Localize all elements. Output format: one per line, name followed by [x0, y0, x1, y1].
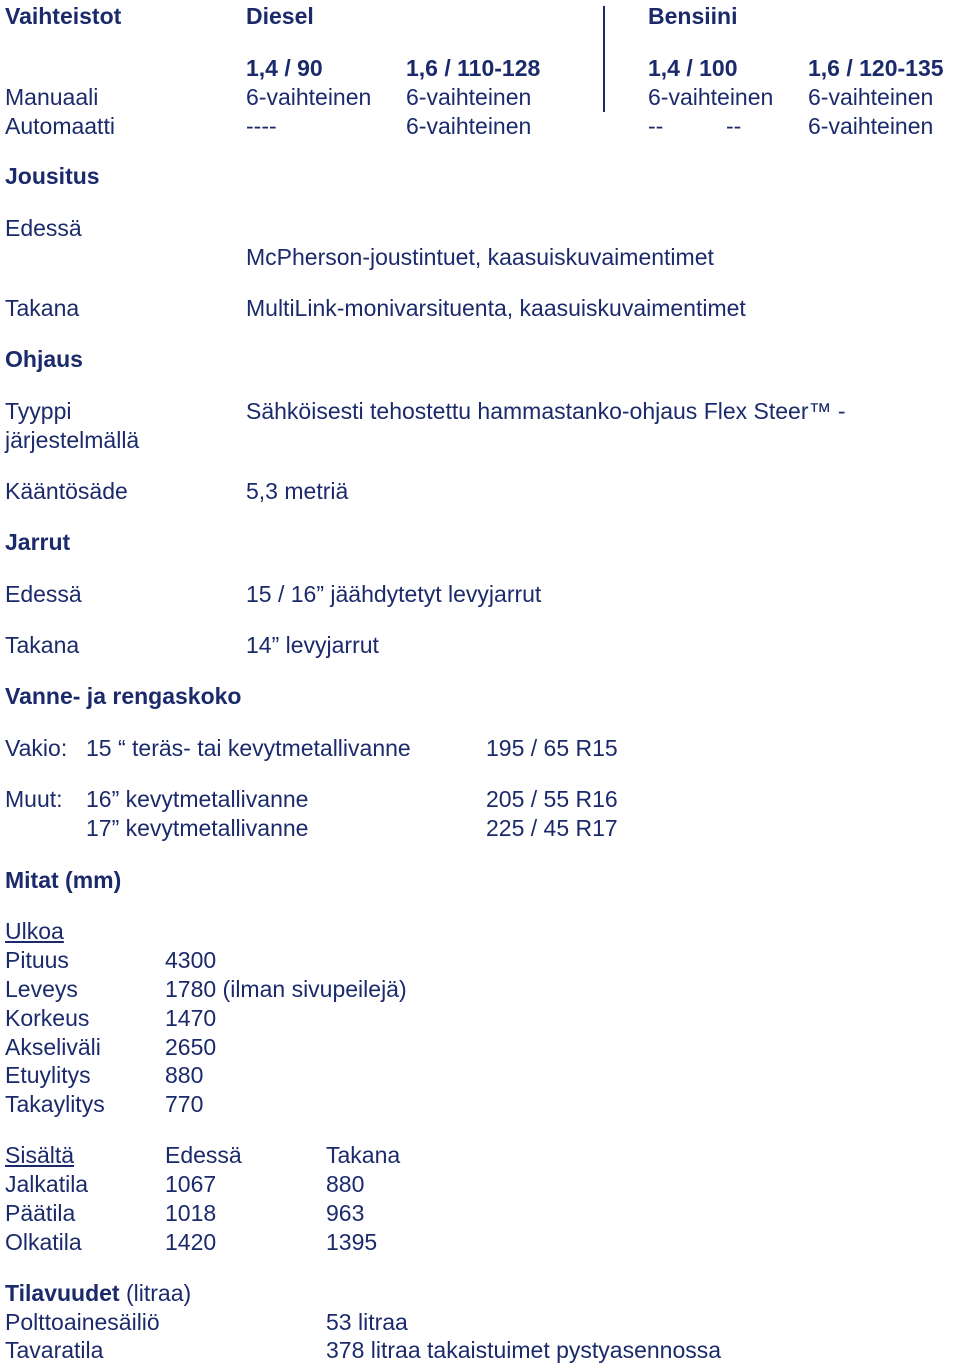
diesel-label: Diesel: [246, 3, 314, 29]
exterior-label: Leveys: [5, 976, 78, 1002]
engine-petrol-2: 1,6 / 120-135: [808, 55, 944, 81]
interior-rear-value: 963: [326, 1200, 365, 1226]
manual-value: 6-vaihteinen: [246, 84, 372, 110]
steering-type-value: Sähköisesti tehostettu hammastanko-ohjaus Flex Steer™ -: [246, 398, 846, 424]
automatic-value: --: [726, 113, 742, 139]
dimensions-heading: Mitat (mm): [5, 867, 122, 893]
interior-rear-value: 1395: [326, 1229, 378, 1255]
interior-heading: Sisältä: [5, 1142, 75, 1168]
interior-label: Olkatila: [5, 1229, 82, 1255]
suspension-front-label: Edessä: [5, 215, 82, 241]
exterior-label: Akseliväli: [5, 1034, 101, 1060]
cargo-label: Tavaratila: [5, 1337, 104, 1363]
exterior-heading: Ulkoa: [5, 918, 64, 944]
exterior-label: Pituus: [5, 947, 69, 973]
exterior-value: 2650: [165, 1034, 217, 1060]
brakes-front-label: Edessä: [5, 581, 82, 607]
brakes-heading: Jarrut: [5, 529, 71, 555]
interior-front-value: 1067: [165, 1171, 217, 1197]
wheels-standard-rim: 15 “ teräs- tai kevytmetallivanne: [86, 735, 411, 761]
wheels-standard-tyre: 195 / 65 R15: [486, 735, 618, 761]
exterior-label: Korkeus: [5, 1005, 90, 1031]
suspension-front-value: McPherson-joustintuet, kaasuiskuvaimentimet: [246, 244, 714, 270]
engine-diesel-1: 1,4 / 90: [246, 55, 323, 81]
interior-label: Jalkatila: [5, 1171, 89, 1197]
suspension-rear-label: Takana: [5, 295, 80, 321]
wheels-other-tyre: 205 / 55 R16: [486, 786, 618, 812]
engine-diesel-2: 1,6 / 110-128: [406, 55, 541, 81]
steering-heading: Ohjaus: [5, 346, 83, 372]
wheels-other-tyre: 225 / 45 R17: [486, 815, 618, 841]
turning-circle-value: 5,3 metriä: [246, 478, 349, 504]
interior-label: Päätila: [5, 1200, 76, 1226]
automatic-value: --: [648, 113, 664, 139]
wheels-heading: Vanne- ja rengaskoko: [5, 683, 242, 709]
manual-value: 6-vaihteinen: [406, 84, 532, 110]
column-divider: [603, 6, 605, 112]
interior-rear-header: Takana: [326, 1142, 401, 1168]
manual-value: 6-vaihteinen: [808, 84, 934, 110]
interior-front-value: 1420: [165, 1229, 217, 1255]
steering-type-value-cont: järjestelmällä: [5, 427, 140, 453]
turning-circle-label: Kääntösäde: [5, 478, 128, 504]
suspension-heading: Jousitus: [5, 163, 100, 189]
manual-label: Manuaali: [5, 84, 99, 110]
exterior-label: Etuylitys: [5, 1062, 91, 1088]
brakes-rear-value: 14” levyjarrut: [246, 632, 379, 658]
automatic-value: 6-vaihteinen: [808, 113, 934, 139]
capacities-heading: Tilavuudet: [5, 1280, 120, 1306]
automatic-label: Automaatti: [5, 113, 115, 139]
exterior-value: 1470: [165, 1005, 217, 1031]
wheels-other-rim: 16” kevytmetallivanne: [86, 786, 309, 812]
exterior-value: 1780 (ilman sivupeilejä): [165, 976, 407, 1002]
capacities-unit: (litraa): [126, 1280, 192, 1306]
exterior-value: 880: [165, 1062, 204, 1088]
petrol-label: Bensiini: [648, 3, 738, 29]
cargo-value: 378 litraa takaistuimet pystyasennossa: [326, 1337, 722, 1363]
automatic-value: 6-vaihteinen: [406, 113, 532, 139]
wheels-other-label: Muut:: [5, 786, 63, 812]
automatic-value: ----: [246, 113, 277, 139]
exterior-value: 770: [165, 1091, 204, 1117]
interior-front-value: 1018: [165, 1200, 217, 1226]
capacities-heading-line: [5, 1279, 191, 1307]
exterior-value: 4300: [165, 947, 217, 973]
fuel-tank-value: 53 litraa: [326, 1309, 408, 1335]
steering-type-label: Tyyppi: [5, 398, 72, 424]
fuel-tank-label: Polttoainesäiliö: [5, 1309, 160, 1335]
exterior-label: Takaylitys: [5, 1091, 105, 1117]
transmission-heading: Vaihteistot: [5, 3, 122, 29]
wheels-other-rim: 17” kevytmetallivanne: [86, 815, 309, 841]
suspension-rear-value: MultiLink-monivarsituenta, kaasuiskuvaimentimet: [246, 295, 746, 321]
wheels-standard-label: Vakio:: [5, 735, 68, 761]
interior-rear-value: 880: [326, 1171, 365, 1197]
interior-front-header: Edessä: [165, 1142, 242, 1168]
manual-value: 6-vaihteinen: [648, 84, 774, 110]
brakes-rear-label: Takana: [5, 632, 80, 658]
brakes-front-value: 15 / 16” jäähdytetyt levyjarrut: [246, 581, 542, 607]
engine-petrol-1: 1,4 / 100: [648, 55, 738, 81]
